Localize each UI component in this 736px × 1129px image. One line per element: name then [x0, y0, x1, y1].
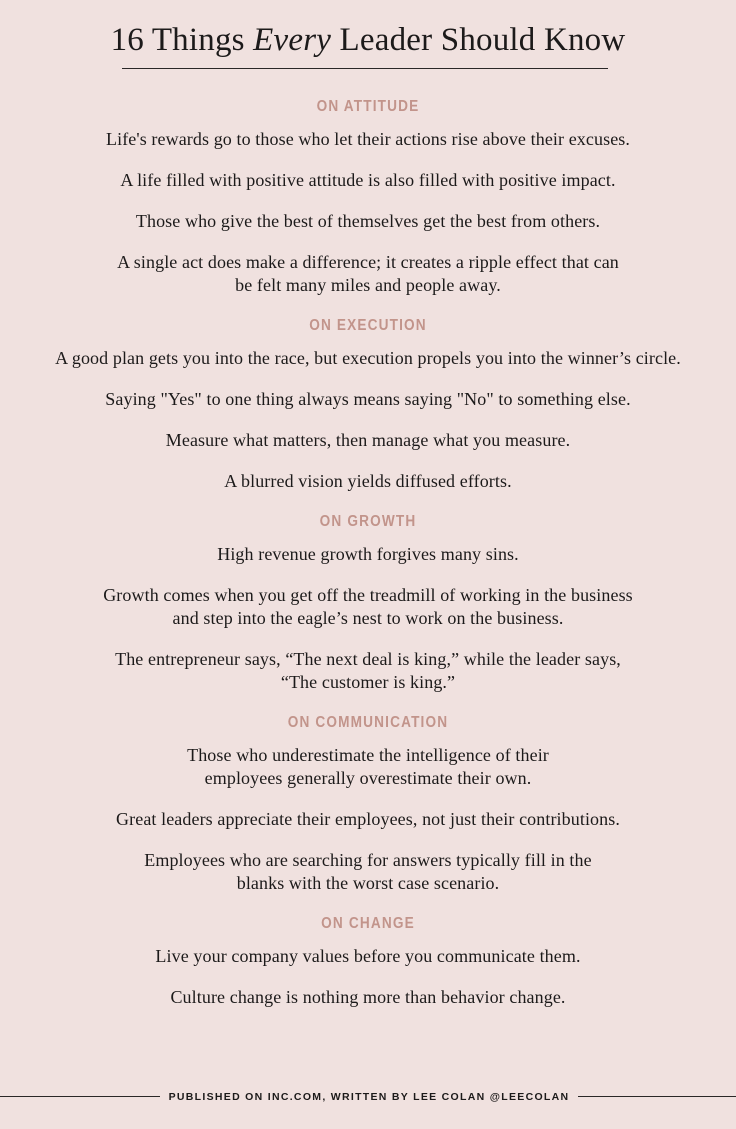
- section-heading: ON COMMUNICATION: [287, 714, 449, 731]
- section-heading: ON ATTITUDE: [316, 98, 420, 115]
- quote-item: A good plan gets you into the race, but execution propels you into the winner’s circle.: [55, 348, 681, 368]
- quote-item: Measure what matters, then manage what you measure.: [165, 430, 571, 450]
- quote-item: The entrepreneur says, “The next deal is king,” while the leader says, “The customer is king.”: [115, 649, 621, 692]
- quote-item: A blurred vision yields diffused efforts.: [224, 471, 512, 491]
- title-part-2: Leader Should Know: [331, 22, 626, 58]
- quote-item: Employees who are searching for answers typically fill in the blanks with the worst case scenario.: [144, 850, 592, 893]
- quote-item: Life's rewards go to those who let their actions rise above their excuses.: [106, 129, 630, 149]
- page-title: [0, 18, 736, 62]
- quote-item: Those who underestimate the intelligence of their employees generally overestimate their own.: [187, 745, 549, 788]
- quote-item: A single act does make a difference; it creates a ripple effect that can be felt many miles and people away.: [117, 252, 619, 295]
- title-divider: [122, 68, 608, 69]
- footer: [0, 1087, 736, 1107]
- footer-rule-left: [0, 1096, 160, 1097]
- content: [0, 96, 736, 1027]
- quote-item: Live your company values before you communicate them.: [155, 946, 581, 966]
- quote-item: A life filled with positive attitude is also filled with positive impact.: [120, 170, 616, 190]
- title-part-1: 16 Things: [110, 22, 254, 58]
- footer-credit: PUBLISHED ON INC.COM, WRITTEN BY LEE COLAN @LEECOLAN: [168, 1091, 570, 1103]
- section-heading: ON CHANGE: [321, 915, 415, 932]
- footer-rule-right: [578, 1096, 736, 1097]
- section-growth: [0, 511, 736, 694]
- quote-item: High revenue growth forgives many sins.: [217, 544, 519, 564]
- title-block: [0, 18, 736, 62]
- section-attitude: [0, 96, 736, 297]
- quote-item: Those who give the best of themselves get the best from others.: [135, 211, 601, 231]
- section-execution: [0, 315, 736, 493]
- section-communication: [0, 712, 736, 895]
- quote-item: Saying "Yes" to one thing always means saying "No" to something else.: [105, 389, 631, 409]
- section-heading: ON EXECUTION: [309, 317, 427, 334]
- quote-item: Growth comes when you get off the treadmill of working in the business and step into the eagle’s nest to work on the business.: [103, 585, 633, 628]
- quote-item: Great leaders appreciate their employees, not just their contributions.: [116, 809, 620, 829]
- quote-item: Culture change is nothing more than behavior change.: [170, 987, 566, 1007]
- section-change: [0, 913, 736, 1009]
- section-heading: ON GROWTH: [319, 513, 417, 530]
- title-emphasis: Every: [253, 22, 332, 58]
